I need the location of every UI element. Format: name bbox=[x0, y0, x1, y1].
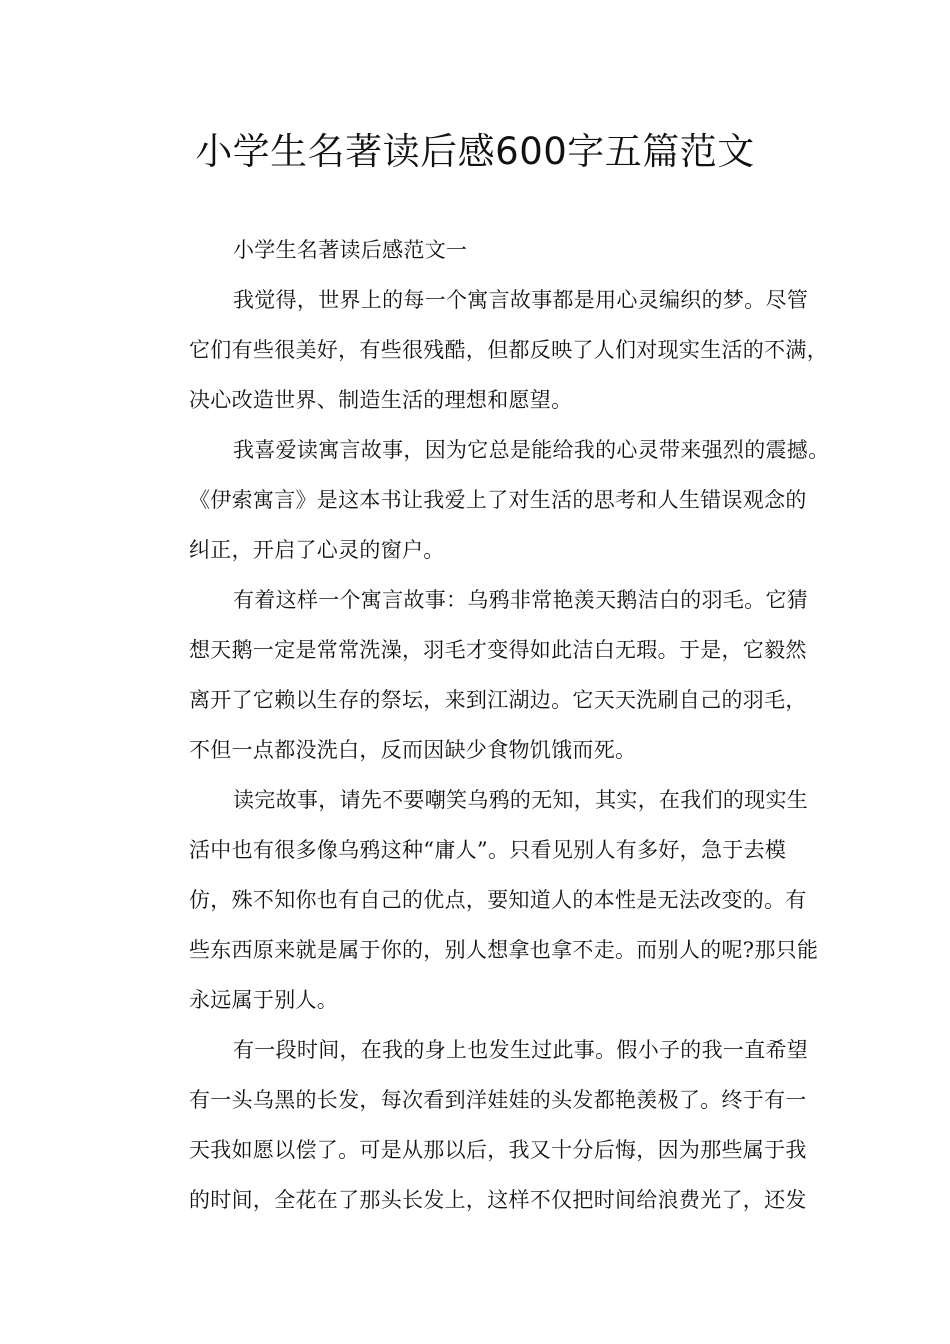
text-line: 有一段时间，在我的身上也发生过此事。假小子的我一直希望 bbox=[233, 1038, 809, 1062]
text-line: 它们有些很美好，有些很残酷，但都反映了人们对现实生活的不满， bbox=[189, 338, 828, 362]
paragraph-heading-1 bbox=[145, 225, 809, 275]
text-line: 些东西原来就是属于你的，别人想拿也拿不走。而别人的呢?那只能 bbox=[189, 938, 819, 962]
paragraph bbox=[145, 275, 828, 425]
text-line: 读完故事，请先不要嘲笑乌鸦的无知，其实，在我们的现实生 bbox=[233, 788, 809, 812]
text-line: 有着这样一个寓言故事：乌鸦非常艳羡天鹅洁白的羽毛。它猜 bbox=[233, 588, 809, 612]
paragraph bbox=[145, 575, 809, 775]
text-line: 《伊索寓言》是这本书让我爱上了对生活的思考和人生错误观念的 bbox=[189, 488, 807, 512]
paragraph bbox=[145, 775, 819, 1025]
text-line: 不但一点都没洗白，反而因缺少食物饥饿而死。 bbox=[189, 738, 637, 762]
text-line: 的时间，全花在了那头长发上，这样不仅把时间给浪费光了，还发 bbox=[189, 1188, 807, 1212]
document-title: 小学生名著读后感600字五篇范文 bbox=[195, 130, 755, 173]
paragraph bbox=[145, 425, 830, 575]
text-line: 永远属于别人。 bbox=[189, 988, 339, 1012]
text-line: 小学生名著读后感范文一 bbox=[233, 238, 468, 262]
document-body bbox=[145, 225, 830, 1225]
text-line: 天我如愿以偿了。可是从那以后，我又十分后悔，因为那些属于我 bbox=[189, 1138, 807, 1162]
text-line: 离开了它赖以生存的祭坛，来到江湖边。它天天洗刷自己的羽毛， bbox=[189, 688, 807, 712]
paragraph bbox=[145, 1025, 809, 1225]
text-line: 仿，殊不知你也有自己的优点，要知道人的本性是无法改变的。有 bbox=[189, 888, 807, 912]
text-line: 我喜爱读寓言故事，因为它总是能给我的心灵带来强烈的震撼。 bbox=[233, 438, 830, 462]
text-line: 纠正，开启了心灵的窗户。 bbox=[189, 538, 445, 562]
text-line: 有一头乌黑的长发，每次看到洋娃娃的头发都艳羡极了。终于有一 bbox=[189, 1088, 807, 1112]
text-line: 想天鹅一定是常常洗澡，羽毛才变得如此洁白无瑕。于是，它毅然 bbox=[189, 638, 807, 662]
text-line: 活中也有很多像乌鸦这种“庸人”。只看见别人有多好，急于去模 bbox=[189, 838, 787, 862]
text-line: 决心改造世界、制造生活的理想和愿望。 bbox=[189, 388, 573, 412]
text-line: 我觉得，世界上的每一个寓言故事都是用心灵编织的梦。尽管 bbox=[233, 288, 809, 312]
